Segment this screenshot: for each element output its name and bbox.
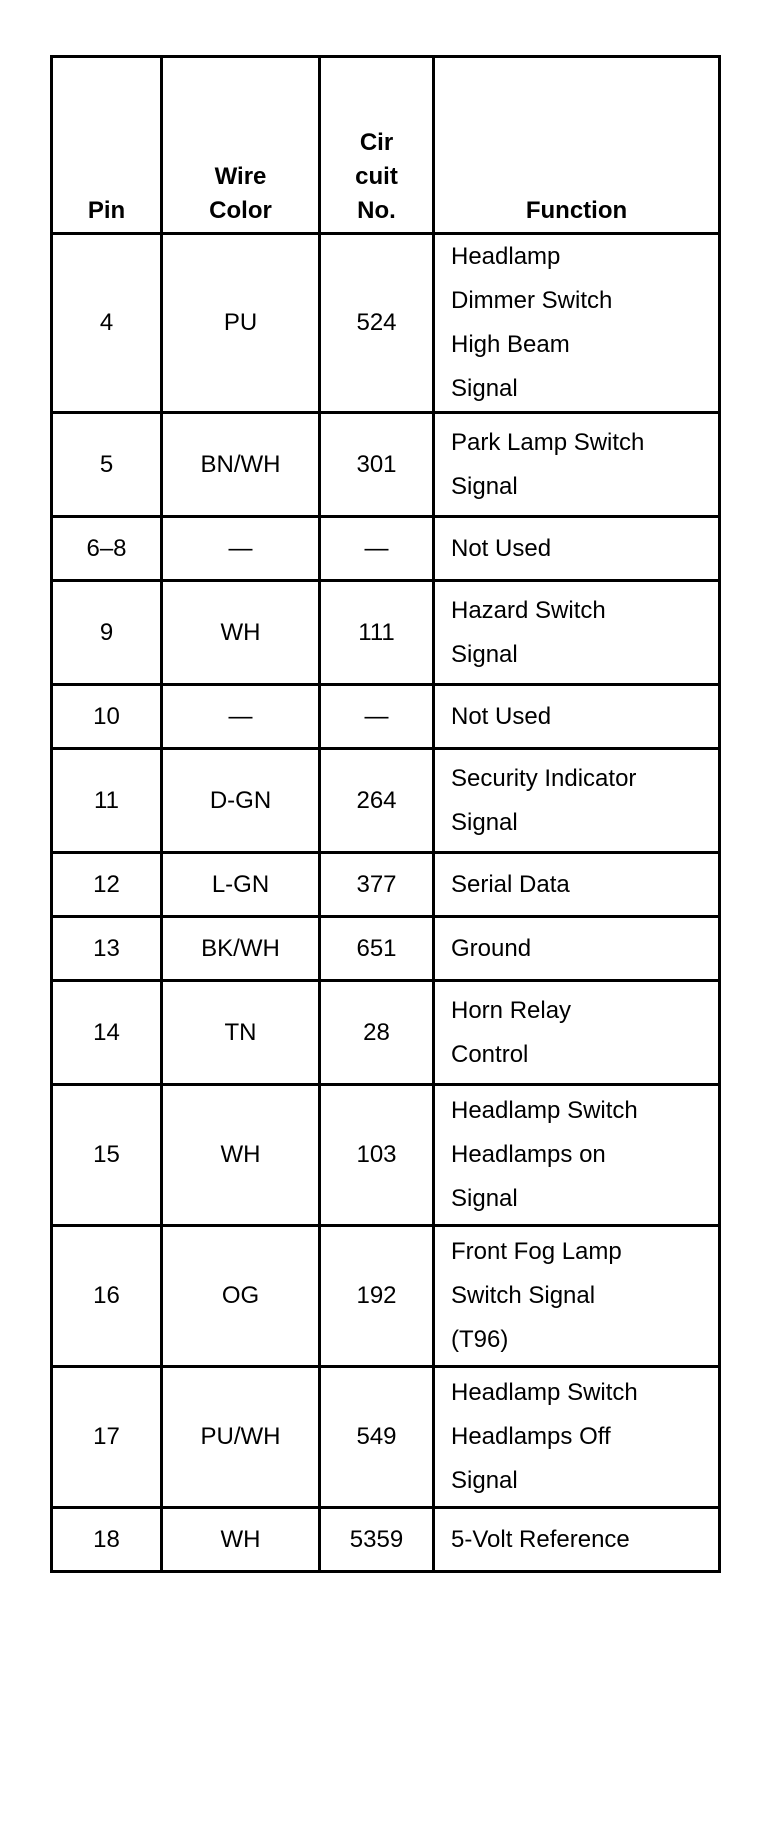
wire-color-cell: WH [162,1085,320,1226]
table-row [52,1085,720,1226]
circuit-no-cell: 301 [320,413,434,517]
circuit-no-cell: — [320,685,434,749]
pin-cell: 12 [52,853,162,917]
function-cell [434,1508,720,1572]
function-line: Signal [451,808,518,836]
circuit-no-cell: 651 [320,917,434,981]
table-row [52,581,720,685]
wire-color-cell: PU/WH [162,1367,320,1508]
wire-color-cell: — [162,517,320,581]
pin-cell: 9 [52,581,162,685]
function-cell [434,581,720,685]
pin-cell: 10 [52,685,162,749]
function-line: Headlamps Off [451,1423,611,1450]
table-row [52,413,720,517]
wire-color-cell: WH [162,581,320,685]
connector-pinout-table [50,55,721,1573]
circuit-no-cell: 103 [320,1085,434,1226]
function-line: Not Used [451,702,552,730]
table-row [52,517,720,581]
function-line: (T96) [451,1326,509,1353]
function-cell [434,1367,720,1508]
circuit-no-cell: 5359 [320,1508,434,1572]
circuit-no-cell: 111 [320,581,434,685]
function-line: Signal [451,472,518,500]
function-cell [434,1085,720,1226]
wire-color-cell: OG [162,1226,320,1367]
header-wire-color-line: Wire [214,163,267,190]
header-circuit-no-line: Cir [359,129,394,156]
table-header [52,57,720,234]
header-circuit-no-line: No. [357,197,396,224]
function-cell [434,853,720,917]
pin-cell: 18 [52,1508,162,1572]
pin-cell: 5 [52,413,162,517]
function-cell [434,517,720,581]
wire-color-cell: BN/WH [162,413,320,517]
pin-cell: 15 [52,1085,162,1226]
connector-pinout-table-wrapper [50,55,718,1573]
table-row [52,1508,720,1572]
pin-cell: 13 [52,917,162,981]
function-line: Signal [451,1467,518,1494]
circuit-no-cell: 192 [320,1226,434,1367]
circuit-no-cell: 549 [320,1367,434,1508]
function-cell [434,749,720,853]
circuit-no-cell: 524 [320,234,434,413]
function-line: Park Lamp Switch [451,428,645,456]
table-row [52,234,720,413]
function-line: Headlamp [451,243,561,270]
table-row [52,1226,720,1367]
circuit-no-cell: 28 [320,981,434,1085]
header-function [434,57,720,234]
function-line: Security Indicator [451,764,637,792]
function-line: Ground [451,934,532,962]
function-cell [434,981,720,1085]
function-line: Hazard Switch [451,596,606,624]
function-line: Horn Relay [451,996,572,1024]
function-line: Dimmer Switch [451,287,613,314]
pin-cell: 16 [52,1226,162,1367]
function-line: Control [451,1040,529,1068]
wire-color-cell: TN [162,981,320,1085]
wire-color-cell: D-GN [162,749,320,853]
function-cell [434,413,720,517]
pin-cell: 4 [52,234,162,413]
header-pin [52,57,162,234]
function-line: 5-Volt Reference [451,1525,630,1553]
circuit-no-cell: 377 [320,853,434,917]
wire-color-cell: WH [162,1508,320,1572]
header-pin-line: Pin [87,197,126,224]
function-cell [434,234,720,413]
header-wire-color [162,57,320,234]
function-line: Signal [451,640,518,668]
wire-color-cell: BK/WH [162,917,320,981]
header-function-line: Function [525,197,628,224]
header-circuit-no-line: cuit [355,163,398,190]
function-line: Headlamps on [451,1141,606,1168]
table-row [52,1367,720,1508]
function-line: Headlamp Switch [451,1379,638,1406]
pin-cell: 6–8 [52,517,162,581]
wire-color-cell: PU [162,234,320,413]
function-cell [434,917,720,981]
header-wire-color-line: Color [209,197,272,224]
wire-color-cell: — [162,685,320,749]
table-row [52,981,720,1085]
wire-color-cell: L-GN [162,853,320,917]
table-row [52,917,720,981]
table-row [52,685,720,749]
pin-cell: 11 [52,749,162,853]
function-line: Signal [451,1185,518,1212]
pin-cell: 17 [52,1367,162,1508]
circuit-no-cell: — [320,517,434,581]
table-body [52,234,720,1572]
function-line: Headlamp Switch [451,1097,638,1124]
function-line: Signal [451,375,518,402]
table-row [52,749,720,853]
function-line: Not Used [451,534,552,562]
function-cell [434,685,720,749]
header-circuit-no [320,57,434,234]
table-row [52,853,720,917]
function-line: Serial Data [451,870,570,898]
function-line: Switch Signal [451,1282,596,1309]
function-line: High Beam [451,331,570,358]
header-row [52,57,720,234]
function-line: Front Fog Lamp [451,1238,622,1265]
pin-cell: 14 [52,981,162,1085]
function-cell [434,1226,720,1367]
circuit-no-cell: 264 [320,749,434,853]
